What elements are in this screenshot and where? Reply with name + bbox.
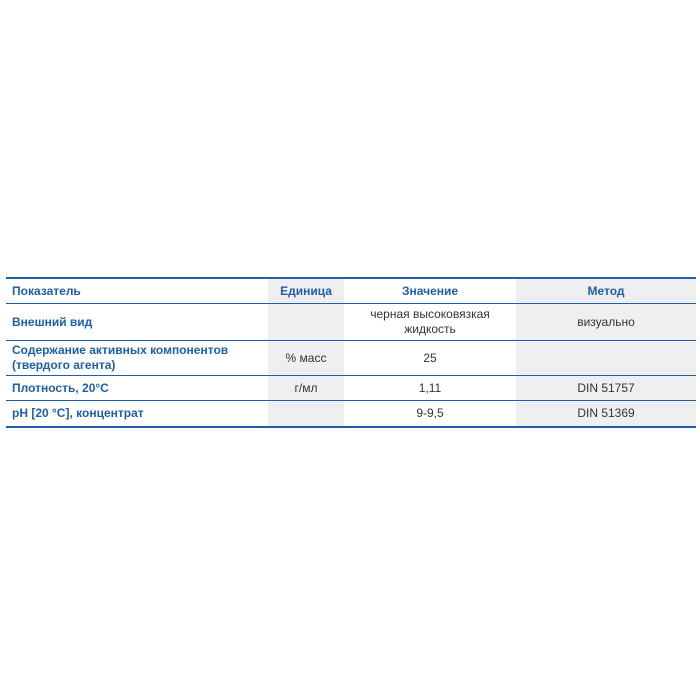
cell-parameter: Внешний вид (12, 314, 93, 329)
table-row (6, 341, 696, 376)
specifications-table (6, 277, 696, 428)
cell-parameter: pH [20 °C], концентрат (12, 406, 144, 420)
cell-parameter: Содержание активных компонентов (твердого агента) (12, 343, 229, 372)
header-value: Значение (401, 283, 459, 298)
cell-unit (268, 401, 344, 428)
table-header-row (6, 278, 696, 304)
header-parameter: Показатель (12, 283, 81, 298)
cell-unit: г/мл (268, 376, 344, 401)
cell-method: DIN 51369 (516, 401, 696, 428)
table-row (6, 376, 696, 401)
cell-parameter: Плотность, 20°C (12, 380, 109, 395)
header-method: Метод (516, 278, 696, 304)
cell-value: 1,11 (418, 380, 442, 395)
cell-unit (268, 304, 344, 341)
header-unit: Единица (268, 278, 344, 304)
cell-method: визуально (516, 304, 696, 341)
table-row (6, 304, 696, 341)
cell-value: 25 (423, 350, 437, 365)
cell-unit: % масс (268, 341, 344, 376)
cell-value: 9-9,5 (416, 406, 444, 420)
table-row (6, 401, 696, 428)
cell-method (516, 341, 696, 376)
cell-value: черная высоковязкая жидкость (370, 307, 490, 336)
cell-method: DIN 51757 (516, 376, 696, 401)
